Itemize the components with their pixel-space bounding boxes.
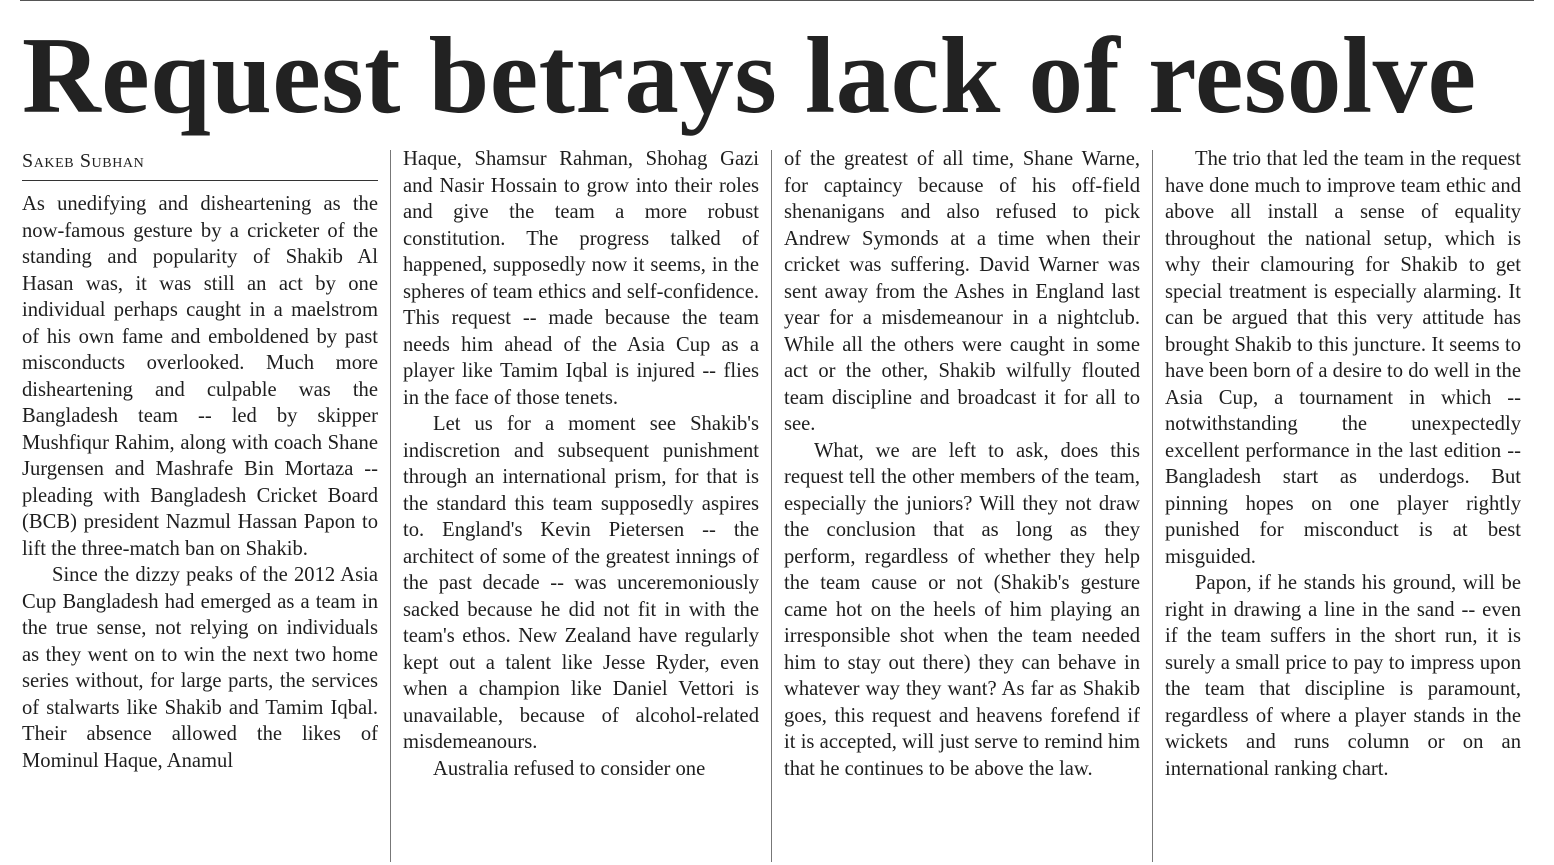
paragraph: Haque, Shamsur Rahman, Shohag Gazi and Nasir Hossain to grow into their roles and give the team a more robust constitution. The progress talked of happened, supposedly now it seems, in the spheres of team ethics and self-confidence. This request -- made because the team needs him ahead of the Asia Cup as a player like Tamim Iqbal is injured -- flies in the face of those tenets. xyxy=(403,148,759,409)
headline: Request betrays lack of resolve xyxy=(22,15,1477,136)
paragraph: Australia refused to consider one xyxy=(433,757,706,780)
article-column-2 xyxy=(403,146,759,862)
article-column-3 xyxy=(784,146,1140,862)
article-column-1 xyxy=(22,146,378,862)
paragraph: of the greatest of all time, Shane Warne, for captaincy because of his off-field shenanigans and also refused to pick Andrew Symonds at a time when their cricket was suffering. David Warner was sent away from the Ashes in England last year for a misdemeanour in a nightclub. While all the others were caught in some act or the other, Shakib wilfully flouted team discipline and broadcast it for all to see. xyxy=(784,148,1140,435)
paragraph: The trio that led the team in the request have done much to improve team ethic and above all install a sense of equality throughout the national setup, which is why their clamouring for Shakib to get special treatment is especially alarming. It can be argued that this very attitude has brought Shakib to this juncture. It seems to have been born of a desire to do well in the Asia Cup, a tournament in which -- notwithstanding the unexpectedly excellent performance in the last edition -- Bangladesh start as underdogs. But pinning hopes on one player rightly punished for misconduct is at best misguided. xyxy=(1165,148,1521,568)
byline: Sakeb Subhan xyxy=(22,146,378,181)
paragraph: Let us for a moment see Shakib's indiscretion and subsequent punishment through an international prism, for that is the standard this team supposedly aspires to. England's Kevin Pietersen -- the architect of some of the greatest innings of the past decade -- was unceremoniously sacked because he did not fit in with the team's ethos. New Zealand have regularly kept out a talent like Jesse Ryder, even when a champion like Daniel Vettori is unavailable, because of alcohol-related misdemeanours. xyxy=(403,413,759,753)
article-column-4 xyxy=(1165,146,1521,862)
paragraph: What, we are left to ask, does this request tell the other members of the team, especially the juniors? Will they not draw the conclusion that as long as they perform, regardless of whether they help the team cause or not (Shakib's gesture came hot on the heels of him playing an irresponsible shot when the team needed him to stay out there) they can behave in whatever way they want? As far as Shakib goes, this request and heavens forefend if it is accepted, will just serve to remind him that he continues to be above the law. xyxy=(784,439,1140,780)
article-body xyxy=(22,146,1522,862)
paragraph: Papon, if he stands his ground, will be right in drawing a line in the sand -- even if the team suffers in the short run, it is surely a small price to pay to impress upon the team that discipline is paramount, regardless of where a player stands in the wickets and runs column or on an international ranking chart. xyxy=(1165,572,1521,780)
paragraph: As unedifying and disheartening as the now-famous gesture by a cricketer of the standing and popularity of Shakib Al Hasan was, it was still an act by one individual perhaps caught in a maelstrom of his own fame and emboldened by past misconducts overlooked. Much more disheartening and culpable was the Bangladesh team -- led by skipper Mushfiqur Rahim, along with coach Shane Jurgensen and Mashrafe Bin Mortaza -- pleading with Bangladesh Cricket Board (BCB) president Nazmul Hassan Papon to lift the three-match ban on Shakib. xyxy=(22,193,378,560)
top-rule xyxy=(20,0,1534,1)
paragraph: Since the dizzy peaks of the 2012 Asia Cup Bangladesh had emerged as a team in the true sense, not relying on individuals as they went on to win the next two home series without, for large parts, the services of stalwarts like Shakib and Tamim Iqbal. Their absence allowed the likes of Mominul Haque, Anamul xyxy=(22,564,378,772)
